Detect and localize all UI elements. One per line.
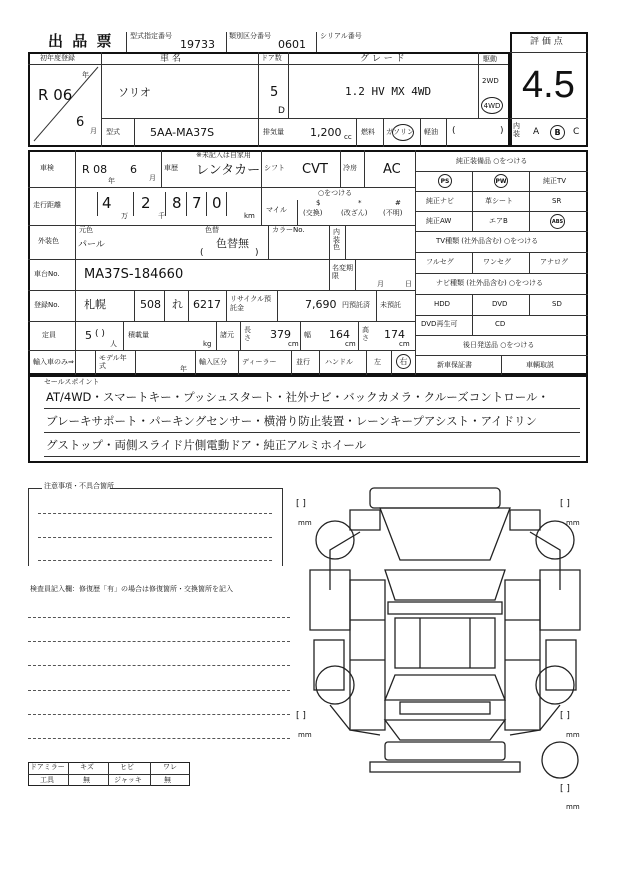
colorno-label: カラーNo. (272, 226, 305, 234)
first-reg-month: 6 (76, 115, 85, 130)
bracket-fr: [ ] (560, 499, 570, 509)
mm-label-5: mm (566, 803, 580, 811)
sales-line-1: AT/4WD・スマートキー・プッシュスタート・社外ナビ・バックカメラ・クルーズコントロール・ (46, 390, 549, 404)
acc-door-mirror: ドアミラー (30, 763, 65, 771)
navi-type-title: ナビ種類 (社外品含む) ○をつける (436, 279, 544, 287)
mileage-digit-2: 2 (141, 194, 151, 212)
car-name-label: 車 名 (160, 54, 181, 64)
acc-jack: ジャッキ (114, 776, 142, 784)
model-year-unit: 年 (180, 365, 187, 373)
tv-fullseg: フルセグ (426, 258, 454, 266)
shift-value: CVT (302, 162, 328, 177)
score-value: 4.5 (522, 64, 575, 106)
length-label: 長さ (244, 326, 251, 342)
car-name-value: ソリオ (118, 86, 151, 99)
capacity-bracket: ( ) (95, 329, 105, 339)
mm-label-4: mm (566, 731, 580, 739)
inspection-month-unit: 月 (149, 174, 156, 182)
mark-label: ○をつける (318, 189, 353, 197)
capacity-label: 定員 (42, 331, 56, 339)
navi-cd: CD (495, 320, 506, 328)
mileage-digit-1: 4 (102, 194, 112, 212)
length-value: 379 (270, 328, 291, 341)
dealer-label: ディーラー (242, 358, 277, 366)
diesel-bracket-open: ( (452, 126, 456, 136)
fuel-value: ガソリン (386, 128, 414, 136)
equip-sr: SR (552, 197, 562, 205)
sales-line-3: グストップ・両側スライド片側電動ドア・純正アルミホイール (46, 438, 367, 452)
doors-value: 5 (270, 85, 279, 100)
dims-label: 諸元 (220, 331, 234, 339)
width-label: 幅 (304, 331, 311, 339)
km-unit: km (244, 212, 255, 220)
repaint-label: 色替 (205, 226, 219, 234)
import-label: 輸入車のみ⇒ (33, 358, 74, 366)
inspection-year-unit: 年 (108, 177, 115, 185)
chassis-value: MA37S-184660 (84, 267, 184, 282)
inspector-label: 検査員記入欄：修復歴「有」の場合は修復箇所・交換箇所を記入 (30, 585, 233, 593)
shift-label: シフト (264, 164, 285, 172)
acc-tools-value: 無 (83, 776, 90, 784)
repaint-bracket-close: ) (255, 248, 259, 258)
diesel-label: 軽油 (424, 128, 438, 136)
right-circled: 右 (396, 354, 411, 369)
model-spec-label: 型式指定番号 (130, 32, 172, 40)
model-spec-value: 19733 (180, 38, 215, 51)
equip-airbag: エアB (489, 217, 508, 225)
chassis-label: 車台No. (34, 270, 60, 278)
model-label: 型式 (106, 128, 120, 136)
equip-navi: 純正ナビ (426, 197, 454, 205)
equip-tv: 純正TV (543, 177, 567, 185)
unknown-label: (不明) (383, 209, 403, 217)
repaint-bracket-open: ( (200, 248, 204, 258)
model-value: 5AA-MA37S (150, 126, 215, 139)
mileage-digit-3: 8 (172, 194, 182, 212)
reg-kana: れ (172, 298, 183, 311)
cc-unit: cc (344, 133, 352, 141)
navi-dvd-play: DVD再生可 (421, 320, 458, 328)
score-label: 評 価 点 (530, 37, 563, 47)
parallel-label: 並行 (296, 358, 310, 366)
navi-hdd: HDD (434, 300, 451, 308)
recycle-unpaid: 未預託 (380, 301, 401, 309)
bracket-spare: [ ] (560, 784, 570, 794)
bracket-rr: [ ] (560, 711, 570, 721)
caution-label: 注意事項・不具合箇所 (44, 482, 114, 490)
sales-line-2: ブレーキサポート・パーキングセンサー・横滑り防止装置・レーンキープアシスト・アイドリン (46, 414, 538, 428)
orig-color-value: パール (78, 240, 105, 250)
navi-sd: SD (552, 300, 562, 308)
fuel-gasoline-circle (392, 124, 414, 141)
category-value: 0601 (278, 38, 306, 51)
equip-leather: 革シート (485, 197, 513, 205)
exchange-sym: $ (316, 199, 321, 207)
acc-jack-value: 無 (164, 776, 171, 784)
displacement-label: 排気量 (263, 128, 284, 136)
grade-label: グ レ ー ド (360, 54, 405, 64)
serial-label: シリアル番号 (320, 32, 362, 40)
reg-label: 登録No. (34, 301, 60, 309)
bracket-rl: [ ] (296, 711, 306, 721)
acc-tools: 工具 (40, 776, 54, 784)
recycle-value: 7,690 (305, 298, 337, 311)
width-unit: cm (345, 340, 356, 348)
bracket-fl: [ ] (296, 499, 306, 509)
mile-label: マイル (266, 206, 287, 214)
drive-label: 駆動 (483, 55, 497, 63)
inspection-month: 6 (130, 163, 137, 176)
equip-aw: 純正AW (426, 217, 452, 225)
capacity-value: 5 (85, 329, 92, 342)
inspection-year: R 08 (82, 163, 108, 176)
tv-analog: アナログ (540, 258, 568, 266)
month-unit: 月 (90, 127, 97, 135)
navi-dvd: DVD (492, 300, 508, 308)
warranty-label: 新車保証書 (437, 361, 472, 369)
load-unit: kg (203, 340, 212, 348)
mileage-label: 走行距離 (33, 201, 61, 209)
doors-type: D (278, 106, 285, 116)
car-damage-diagram (290, 470, 600, 810)
cooler-label: 冷房 (343, 164, 357, 172)
repaint-value: 色替無 (216, 237, 249, 250)
model-year-label: モデル年式 (99, 354, 127, 371)
category-label: 類別区分番号 (229, 32, 271, 40)
interior-a: A (533, 127, 540, 137)
history-note: ※未記入は自家用 (196, 151, 251, 159)
altered-label: (改ざん) (341, 209, 368, 217)
tv-type-title: TV種類 (社外品含む) ○をつける (436, 237, 539, 245)
interior-c: C (573, 127, 580, 137)
pw-icon: PW (494, 174, 508, 188)
acc-scratch: キズ (80, 763, 94, 771)
handle-label: ハンドル (325, 358, 353, 366)
diesel-bracket-close: ) (500, 126, 504, 136)
height-value: 174 (384, 328, 405, 341)
year-unit: 年 (82, 71, 89, 79)
man-unit: 万 (121, 212, 128, 220)
history-value: レンタカー (196, 163, 261, 178)
mileage-digit-5: 0 (212, 194, 222, 212)
sen-unit: 千 (158, 212, 165, 220)
reg-class: 508 (140, 298, 161, 311)
length-unit: cm (288, 340, 299, 348)
sales-label: セールスポイント (44, 378, 100, 386)
grade-value: 1.2 HV MX 4WD (345, 85, 432, 98)
acc-crack: ヒビ (120, 763, 134, 771)
manual-label: 車輌取説 (526, 361, 554, 369)
recycle-label: リサイクル預託金 (230, 295, 272, 313)
interior-color-label: 内装色 (333, 228, 340, 252)
height-label: 高さ (362, 326, 369, 342)
displacement-value: 1,200 (310, 126, 342, 139)
orig-color-label: 元色 (79, 226, 93, 234)
ps-icon: PS (438, 174, 452, 188)
form-title: 出 品 票 (48, 32, 114, 50)
mm-label-3: mm (298, 731, 312, 739)
drive-2wd: 2WD (482, 77, 499, 85)
tv-oneseg: ワンセグ (483, 258, 511, 266)
doors-label: ドア数 (261, 54, 282, 62)
reg-area: 札幌 (84, 298, 106, 311)
history-label: 車歴 (164, 164, 178, 172)
exchange-label: (交換) (303, 209, 323, 217)
interior-label: 内装 (513, 122, 520, 138)
abs-circled: ABS (550, 214, 565, 229)
acc-break: ワレ (163, 763, 177, 771)
capacity-unit: 人 (110, 340, 117, 348)
left-label: 左 (374, 358, 381, 366)
recycle-unit: 円預託済 (342, 301, 370, 309)
equipment-title: 純正装備品 ○をつける (456, 157, 528, 165)
altered-sym: * (358, 199, 362, 207)
unknown-sym: # (395, 199, 401, 207)
first-reg-year: R 06 (38, 86, 73, 104)
expiry-day-unit: 日 (405, 280, 412, 288)
expiry-label: 名変期限 (332, 264, 353, 281)
color-label: 外装色 (38, 237, 59, 245)
import-type-label: 輸入区分 (199, 358, 227, 366)
reg-num: 6217 (193, 298, 221, 311)
mm-label-2: mm (566, 519, 580, 527)
width-value: 164 (329, 328, 350, 341)
interior-b-circled: B (550, 125, 565, 140)
load-label: 積載量 (128, 331, 149, 339)
inspection-label: 車検 (40, 164, 54, 172)
mileage-digit-4: 7 (192, 194, 202, 212)
cooler-value: AC (383, 162, 401, 177)
drive-4wd-circled: 4WD (481, 97, 503, 114)
first-reg-label: 初年度登録 (40, 54, 75, 62)
height-unit: cm (399, 340, 410, 348)
mm-label-1: mm (298, 519, 312, 527)
expiry-month-unit: 月 (377, 280, 384, 288)
fuel-label: 燃料 (361, 128, 375, 136)
later-title: 後日発送品 ○をつける (463, 341, 535, 349)
